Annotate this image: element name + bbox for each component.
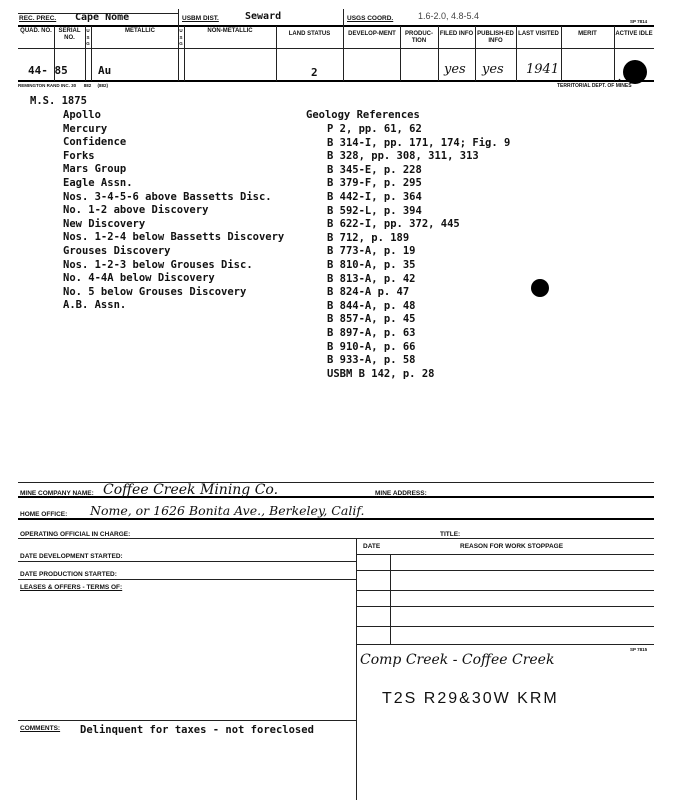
mine-company-label: MINE COMPANY NAME: bbox=[20, 490, 94, 497]
claim-item: A.B. Assn. bbox=[63, 299, 127, 312]
reference-item: B 345-E, p. 228 bbox=[327, 163, 422, 176]
reason-label: REASON FOR WORK STOPPAGE bbox=[460, 543, 564, 550]
operating-official-label: OPERATING OFFICIAL IN CHARGE: bbox=[20, 531, 131, 538]
reference-item: B 442-I, p. 364 bbox=[327, 190, 422, 203]
claim-item: Nos. 1-2-3 below Grouses Disc. bbox=[63, 258, 253, 271]
reference-item: P 2, pp. 61, 62 bbox=[327, 123, 422, 135]
claim-item: No. 4-4A below Discovery bbox=[63, 272, 215, 285]
claim-item: No. 1-2 above Discovery bbox=[63, 204, 209, 217]
filed-info-header: FILED INFO bbox=[439, 31, 474, 37]
land-status-header: LAND STATUS bbox=[288, 31, 331, 37]
title-label: TITLE: bbox=[440, 531, 461, 538]
active-idle-header: ACTIVE IDLE bbox=[615, 31, 653, 37]
reference-item: B 592-L, p. 394 bbox=[327, 204, 422, 217]
date-label: DATE bbox=[363, 543, 381, 550]
claim-item: Mercury bbox=[63, 122, 108, 135]
metallic-header: METALLIC bbox=[125, 28, 155, 34]
usbm-dist-value: Seward bbox=[245, 11, 282, 22]
non-metallic-header: NON-METALLIC bbox=[207, 28, 253, 34]
claim-item: Eagle Assn. bbox=[63, 176, 133, 189]
form-number: SP 7814 bbox=[630, 19, 648, 24]
usbm-dist-label: USBM DIST. bbox=[182, 15, 219, 22]
date-development-label: DATE DEVELOPMENT STARTED: bbox=[20, 553, 123, 560]
geology-heading: Geology References bbox=[306, 109, 420, 121]
rec-prec-value: Cape Nome bbox=[75, 12, 130, 23]
home-office-label: HOME OFFICE: bbox=[20, 511, 68, 518]
references-list bbox=[327, 123, 510, 381]
reference-item: B 773-A, p. 19 bbox=[327, 245, 416, 258]
reference-item: B 712, p. 189 bbox=[327, 231, 410, 244]
form-number-2: SP 7815 bbox=[630, 647, 648, 652]
reference-item: B 933-A, p. 58 bbox=[327, 354, 416, 367]
reference-item: B 824-A p. 47 bbox=[327, 286, 410, 299]
claim-item: New Discovery bbox=[63, 217, 146, 230]
reference-item: B 379-F, p. 295 bbox=[327, 177, 422, 190]
comments-label: COMMENTS: bbox=[20, 725, 61, 732]
land-status-value: 2 bbox=[311, 66, 318, 79]
rec-prec-label: REC. PREC. bbox=[19, 15, 57, 22]
filed-info-value: yes bbox=[444, 62, 466, 77]
location-note: Comp Creek - Coffee Creek bbox=[360, 652, 555, 668]
development-header: DEVELOP-MENT bbox=[348, 31, 396, 37]
usgs-coord-label: USGS COORD. bbox=[347, 15, 394, 22]
claim-item: Nos. 1-2-4 below Bassetts Discovery bbox=[63, 231, 285, 244]
quad-serial-value: 44- 85 bbox=[28, 64, 68, 77]
reference-item: USBM B 142, p. 28 bbox=[327, 367, 435, 380]
claim-item: Apollo bbox=[63, 109, 101, 121]
last-visited-header: LAST VISITED bbox=[518, 31, 559, 37]
reference-item: B 622-I, pp. 372, 445 bbox=[327, 218, 460, 231]
production-header: PRODUC-TION bbox=[405, 31, 433, 44]
mine-company-value: Coffee Creek Mining Co. bbox=[103, 482, 279, 498]
merit-header: MERIT bbox=[578, 31, 597, 37]
reference-item: B 910-A, p. 66 bbox=[327, 340, 416, 353]
metallic-value: Au bbox=[98, 64, 112, 77]
claim-item: Mars Group bbox=[63, 163, 127, 176]
dept-imprint: TERRITORIAL DEPT. OF MINES bbox=[557, 83, 632, 89]
reference-item: B 844-A, p. 48 bbox=[327, 299, 416, 312]
home-office-value: Nome, or 1626 Bonita Ave., Berkeley, Calif. bbox=[90, 503, 365, 518]
reference-item: B 897-A, p. 63 bbox=[327, 326, 416, 339]
usg2-header: U S G bbox=[179, 28, 183, 46]
reference-item: B 810-A, p. 35 bbox=[327, 258, 416, 271]
comments-value: Delinquent for taxes - not foreclosed bbox=[80, 724, 314, 736]
serial-no-header: SERIAL NO. bbox=[58, 28, 81, 41]
claim-item: No. 5 below Grouses Discovery bbox=[63, 285, 247, 298]
usg-header: U S G bbox=[86, 28, 90, 46]
published-info-header: PUBLISH-ED INFO bbox=[477, 31, 514, 44]
mine-address-label: MINE ADDRESS: bbox=[375, 490, 427, 497]
claim-item: Nos. 3-4-5-6 above Bassetts Disc. bbox=[63, 190, 272, 203]
claim-item: Forks bbox=[63, 149, 95, 162]
usgs-coord-value: 1.6-2.0, 4.8-5.4 bbox=[418, 11, 480, 21]
last-visited-value: 1941 bbox=[526, 62, 560, 77]
township-note: T2S R29&30W KRM bbox=[382, 690, 559, 707]
reference-item: B 314-I, pp. 171, 174; Fig. 9 bbox=[327, 136, 511, 149]
leases-label: LEASES & OFFERS - TERMS OF: bbox=[20, 584, 123, 591]
reference-item: B 857-A, p. 45 bbox=[327, 313, 416, 326]
claims-heading: M.S. 1875 bbox=[30, 95, 87, 107]
hole-punch-mid bbox=[531, 279, 549, 297]
printer-imprint: REMINGTON RAND INC. 30 882 (882) bbox=[18, 83, 108, 88]
reference-item: B 813-A, p. 42 bbox=[327, 272, 416, 285]
quad-no-header: QUAD. NO. bbox=[20, 28, 52, 34]
reference-item: B 328, pp. 308, 311, 313 bbox=[327, 150, 479, 163]
date-production-label: DATE PRODUCTION STARTED: bbox=[20, 571, 117, 578]
claim-item: Grouses Discovery bbox=[63, 244, 171, 257]
published-info-value: yes bbox=[482, 62, 504, 77]
claim-item: Confidence bbox=[63, 136, 127, 149]
claims-list bbox=[63, 109, 284, 313]
